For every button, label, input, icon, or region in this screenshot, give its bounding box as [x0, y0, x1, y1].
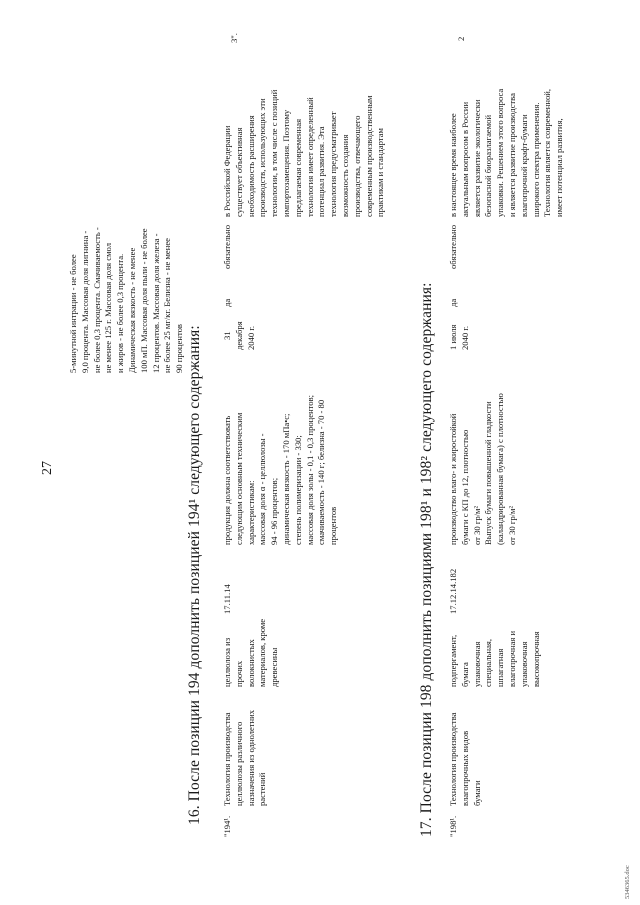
page-number: 27: [40, 461, 55, 475]
section-17-product: подпергамент, бумага упаковочная специальная, шпагатная влагопрочная и упаковочная высокопрочная: [448, 630, 541, 687]
section-16-requirements: продукция должна соответствовать следующим основным техническим характеристикам: массовая доля α - целлюлозы - 94 - 96 процентов; динамическая вязкость - 170 мПа•с; степень полимеризации - 330; массовая доля золы - 0,1 - 0,3 процентов; смачиваемость - 140 г; белизна - 70 - 80 процентов: [222, 394, 339, 545]
section-17-number: "198¹.: [448, 815, 458, 837]
section-16-date: 31 декабря 2040 г.: [222, 321, 256, 350]
top-right-marker: 3".: [229, 33, 239, 43]
section-17-heading: 17. После позиции 198 дополнить позициями 198¹ и 198² следующего содержания:: [418, 282, 435, 837]
section-17-name: Технология производства влагопрочных видов бумаги: [448, 712, 482, 806]
section-17-requirements: производство влаго- и жиростойкой бумаги с КП до 12, плотностью от 30 гр/м² Выпуск бумаги повышенной гладкости (каландрированная бумага) с плотностью от 30 гр/м²: [448, 393, 517, 545]
section-17-code: 17.12.14.182: [448, 568, 458, 614]
section-16-number: "194¹.: [222, 815, 232, 837]
top-fragment-text: 5-минутной интрации - не более 9,0 процента. Массовая доля лигнина - не более 0,3 процента. Смачиваемость - не менее 125 г. Массовая доля смол и жиров - не более 0,3 процента. Динамическая вязкость - не менее 100 мП. Массовая доля пыли - не более 12 процентов. Массовая доля железа - не более 25 мг/кг. Белизна - не менее 90 процентов: [68, 227, 185, 373]
section-17-right-marker: 2: [456, 36, 466, 41]
section-16-rationale: в Российской Федерации существует объективная необходимость расширения производств, использующих эти технологии, в том числе с позиций импортозамещения. Поэтому предлагаемая современная технология имеет определенный потенциал развития. Эта технология предусматривает возможность создания производства, отвечающего современным производственным практикам и стандартам: [222, 89, 386, 217]
section-16-flag: да: [222, 298, 232, 307]
section-16-code: 17.11.14: [222, 584, 232, 614]
section-17-status: обязательно: [448, 224, 458, 269]
section-16-status: обязательно: [222, 224, 232, 269]
section-17-rationale: в настоящее время наиболее актуальным вопросом в России является развитие экологически безопасной биоразлагаемой упаковки. Решением этого вопроса и является развитие производства влагопрочной крафт-бумаги широкого спектра применения. Технология является современной, имеет потенциал развития,: [448, 88, 565, 217]
section-16-heading: 16. После позиции 194 дополнить позицией 194¹ следующего содержания:: [186, 325, 203, 825]
section-16-name: Технология производства целлюлозы различного назначения из однолетних растений: [222, 709, 268, 806]
section-17-date: 1 июля 2040 г.: [448, 324, 470, 350]
footer-doc-code: 5346365.doc: [624, 865, 631, 899]
section-16-product: целлюлоза из прочих волокнистых материалов, кроме древесины: [222, 618, 280, 687]
section-17-flag: да: [448, 298, 458, 307]
